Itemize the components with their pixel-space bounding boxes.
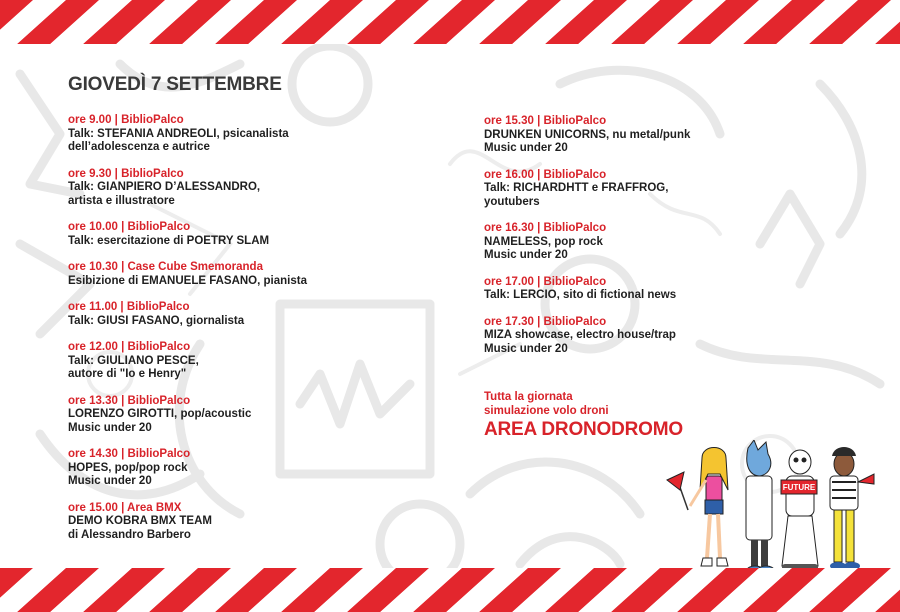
event-item bbox=[68, 395, 408, 436]
event-item bbox=[68, 301, 408, 328]
event-item bbox=[484, 169, 784, 210]
event-time: ore 10.30 | Case Cube Smemoranda bbox=[68, 261, 263, 273]
event-time: ore 16.00 | BiblioPalco bbox=[484, 168, 607, 181]
bottom-warning-stripe bbox=[0, 568, 900, 612]
event-time: ore 15.30 | BiblioPalco bbox=[484, 115, 607, 127]
event-item bbox=[68, 261, 408, 288]
event-description: Music under 20 bbox=[484, 142, 568, 154]
event-description: DEMO KOBRA BMX TEAM bbox=[68, 515, 212, 527]
schedule-right-column bbox=[484, 115, 784, 441]
event-description: di Alessandro Barbero bbox=[68, 528, 191, 541]
boy-with-cap bbox=[830, 447, 874, 570]
event-time: ore 17.00 | BiblioPalco bbox=[484, 275, 607, 288]
event-description: Talk: GIUSI FASANO, giornalista bbox=[68, 314, 245, 327]
event-description: LORENZO GIROTTI, pop/acoustic bbox=[68, 408, 252, 420]
event-description: Talk: RICHARDHTT e FRAFFROG, bbox=[484, 182, 669, 194]
event-description: Talk: GIULIANO PESCE, bbox=[68, 354, 199, 367]
event-description: dell’adolescenza e autrice bbox=[68, 141, 210, 153]
event-description: HOPES, pop/pop rock bbox=[68, 461, 188, 474]
all-day-block bbox=[484, 391, 784, 441]
robot-sign-text: FUTURE bbox=[782, 483, 816, 492]
event-description: Music under 20 bbox=[68, 421, 152, 434]
all-day-line-2: simulazione volo droni bbox=[484, 404, 609, 417]
event-description: NAMELESS, pop rock bbox=[484, 235, 603, 248]
event-item bbox=[68, 448, 408, 489]
event-item bbox=[68, 114, 408, 155]
event-description: Esibizione di EMANUELE FASANO, pianista bbox=[68, 274, 307, 287]
event-item bbox=[484, 222, 784, 263]
day-title: GIOVEDÌ 7 SETTEMBRE bbox=[68, 74, 282, 95]
event-description: MIZA showcase, electro house/trap bbox=[484, 329, 676, 341]
event-description: Music under 20 bbox=[484, 342, 568, 355]
event-item bbox=[68, 502, 408, 543]
event-time: ore 9.00 | BiblioPalco bbox=[68, 114, 184, 126]
event-time: ore 15.00 | Area BMX bbox=[68, 501, 182, 514]
event-item bbox=[68, 341, 408, 382]
robot-character bbox=[781, 450, 818, 572]
event-item bbox=[484, 316, 784, 357]
event-description: Talk: esercitazione di POETRY SLAM bbox=[68, 234, 270, 247]
event-item bbox=[68, 168, 408, 209]
event-time: ore 17.30 | BiblioPalco bbox=[484, 315, 607, 328]
event-description: autore di "Io e Henry" bbox=[68, 368, 187, 380]
event-description: DRUNKEN UNICORNS, nu metal/punk bbox=[484, 128, 691, 141]
event-time: ore 12.00 | BiblioPalco bbox=[68, 341, 191, 353]
event-time: ore 11.00 | BiblioPalco bbox=[68, 301, 190, 313]
event-time: ore 13.30 | BiblioPalco bbox=[68, 394, 191, 407]
girl-with-flag bbox=[667, 448, 728, 567]
event-time: ore 9.30 | BiblioPalco bbox=[68, 167, 184, 180]
event-description: Music under 20 bbox=[484, 249, 568, 261]
event-description: Talk: STEFANIA ANDREOLI, psicanalista bbox=[68, 127, 289, 140]
dronodromo-area-title: AREA DRONODROMO bbox=[484, 419, 683, 440]
event-description: Talk: LERCIO, sito di fictional news bbox=[484, 289, 677, 301]
event-time: ore 16.30 | BiblioPalco bbox=[484, 222, 607, 234]
event-item bbox=[484, 276, 784, 303]
event-time: ore 14.30 | BiblioPalco bbox=[68, 448, 191, 460]
event-item bbox=[484, 115, 784, 156]
all-day-line-1: Tutta la giornata bbox=[484, 391, 573, 403]
event-description: youtubers bbox=[484, 195, 540, 208]
scientist-character bbox=[746, 440, 774, 574]
top-warning-stripe bbox=[0, 0, 900, 44]
characters-illustration bbox=[662, 440, 880, 582]
event-time: ore 10.00 | BiblioPalco bbox=[68, 221, 191, 233]
event-description: Music under 20 bbox=[68, 475, 152, 487]
schedule-left-column bbox=[68, 74, 408, 555]
event-item bbox=[68, 221, 408, 248]
event-description: Talk: GIANPIERO D’ALESSANDRO, bbox=[68, 181, 261, 193]
event-description: artista e illustratore bbox=[68, 194, 175, 207]
